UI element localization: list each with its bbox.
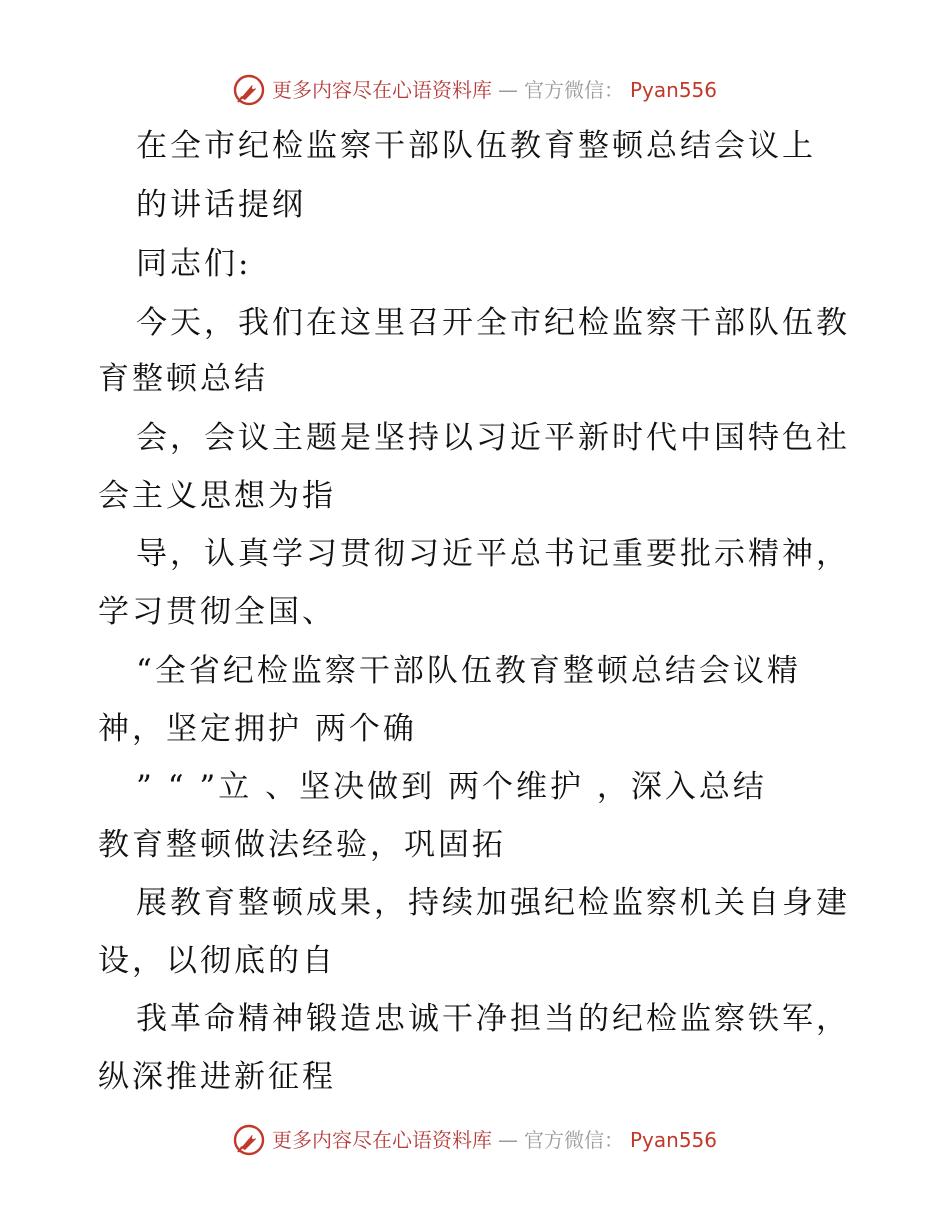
watermark-wechat-label: 官方微信： xyxy=(524,78,624,102)
doc-text-line: 神，坚定拥护 两个确 xyxy=(98,711,417,747)
doc-text-line: 教育整顿做法经验，巩固拓 xyxy=(98,827,506,863)
doc-text-line: ” “ ”立 、坚决做到 两个维护 ，深入总结 xyxy=(136,769,767,805)
doc-text-line: 导，认真学习贯彻习近平总书记重要批示精神， xyxy=(136,536,850,572)
watermark-wechat-id: Pyan556 xyxy=(630,1128,718,1152)
doc-title-line-1: 在全市纪检监察干部队伍教育整顿总结会议上 xyxy=(136,128,816,164)
doc-text-line: 展教育整顿成果，持续加强纪检监察机关自身建 xyxy=(136,885,850,921)
watermark-site-text: 更多内容尽在心语资料库 xyxy=(272,1128,492,1152)
pen-nib-logo-icon xyxy=(232,73,266,107)
doc-title-line-2: 的讲话提纲 xyxy=(136,187,306,223)
watermark-wechat-label: 官方微信： xyxy=(524,1128,624,1152)
pen-nib-logo-icon xyxy=(232,1123,266,1157)
doc-salutation: 同志们: xyxy=(136,246,252,282)
doc-text-line: 纵深推进新征程 xyxy=(98,1059,336,1095)
doc-text-line: 学习贯彻全国、 xyxy=(98,594,336,630)
doc-text-line: 会主义思想为指 xyxy=(98,478,336,514)
footer-watermark xyxy=(232,1122,717,1158)
doc-text-line: 我革命精神锻造忠诚干净担当的纪检监察铁军， xyxy=(136,1001,850,1037)
doc-text-line: “全省纪检监察干部队伍教育整顿总结会议精 xyxy=(136,653,801,689)
header-watermark xyxy=(232,72,717,108)
doc-text-line: 会，会议主题是坚持以习近平新时代中国特色社 xyxy=(136,420,850,456)
watermark-site-text: 更多内容尽在心语资料库 xyxy=(272,78,492,102)
watermark-separator: — xyxy=(498,1128,518,1152)
doc-text-line: 育整顿总结 xyxy=(98,361,268,397)
doc-text-line: 今天，我们在这里召开全市纪检监察干部队伍教 xyxy=(136,305,850,341)
watermark-separator: — xyxy=(498,78,518,102)
doc-text-line: 设，以彻底的自 xyxy=(98,943,336,979)
watermark-wechat-id: Pyan556 xyxy=(630,78,718,102)
